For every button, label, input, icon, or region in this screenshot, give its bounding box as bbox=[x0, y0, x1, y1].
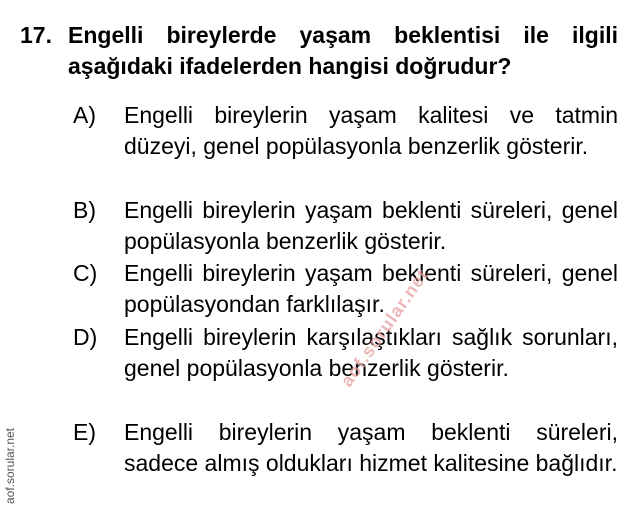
watermark-diagonal: aof.sorular.net bbox=[336, 265, 433, 391]
option-b-letter: B) bbox=[73, 197, 96, 223]
option-d-letter: D) bbox=[73, 324, 98, 350]
option-c-letter: C) bbox=[73, 260, 98, 286]
question-number: 17. bbox=[20, 22, 52, 48]
option-c-text: Engelli bireylerin yaşam beklenti süreleri, genel popülasyondan farklılaşır. bbox=[124, 260, 618, 317]
option-d-text: Engelli bireylerin karşılaştıkları sağlık sorunları, genel popülasyonla benzerlik gösterir. bbox=[124, 324, 618, 381]
watermark-side: aof.sorular.net bbox=[3, 427, 17, 505]
option-a-letter: A) bbox=[73, 102, 96, 128]
question-text: Engelli bireylerde yaşam beklentisi ile ilgili aşağıdaki ifadelerden hangisi doğrudur? bbox=[68, 22, 618, 79]
option-b-text: Engelli bireylerin yaşam beklenti süreleri, genel popülasyonla benzerlik gösterir. bbox=[124, 197, 618, 254]
option-e-text: Engelli bireylerin yaşam beklenti süreleri, sadece almış oldukları hizmet kalitesine bağlıdır. bbox=[124, 419, 618, 476]
option-e-letter: E) bbox=[73, 419, 96, 445]
option-a-text: Engelli bireylerin yaşam kalitesi ve tatmin düzeyi, genel popülasyonla benzerlik gösterir. bbox=[124, 102, 618, 159]
